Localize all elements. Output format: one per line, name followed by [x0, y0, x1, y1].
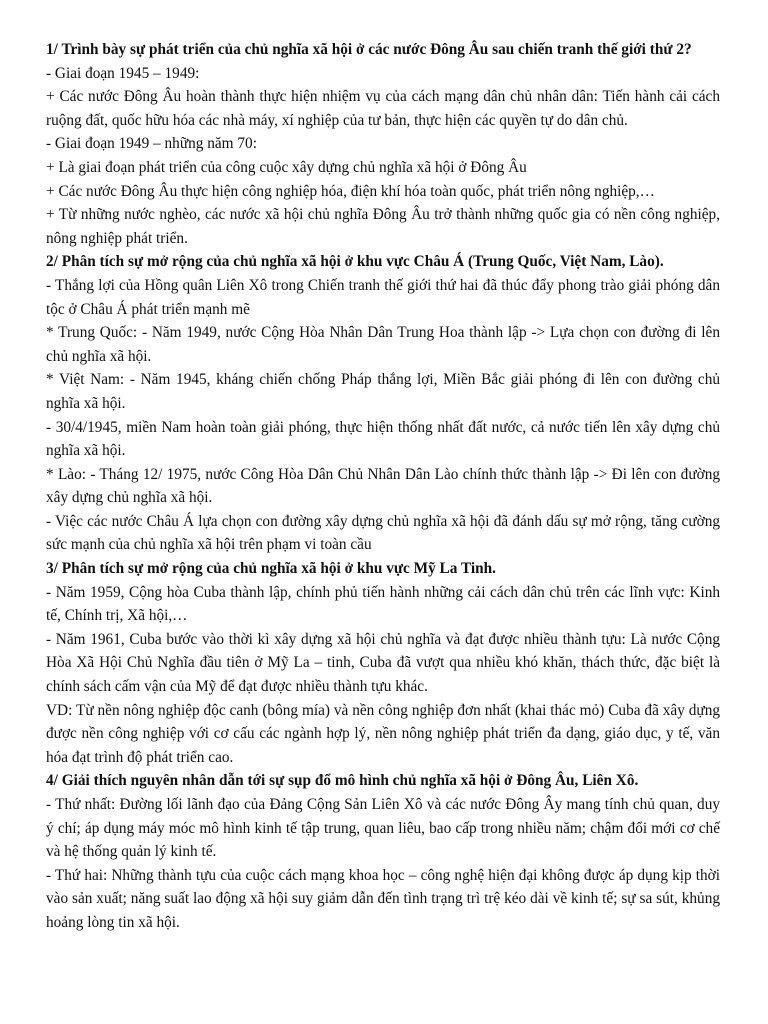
- paragraph: * Trung Quốc: - Năm 1949, nước Cộng Hòa Nhân Dân Trung Hoa thành lập -> Lựa chọn con đường đi lên chủ nghĩa xã hội.: [46, 324, 720, 365]
- document-page: [46, 38, 720, 935]
- paragraph: - Năm 1961, Cuba bước vào thời kì xây dựng xã hội chủ nghĩa và đạt được nhiều thành tựu: Là nước Cộng Hòa Xã Hội Chủ Nghĩa đầu tiên ở Mỹ La – tinh, Cuba đã vượt qua nhiều khó khăn, thách thức, đặc biệt là chính sách cấm vận của Mỹ để đạt được nhiều thành tựu khác.: [46, 630, 720, 696]
- paragraph: - Thắng lợi của Hồng quân Liên Xô trong Chiến tranh thế giới thứ hai đã thúc đẩy phong trào giải phóng dân tộc ở Châu Á phát triển mạnh mẽ: [46, 276, 720, 318]
- paragraph: + Các nước Đông Âu thực hiện công nghiệp hóa, điện khí hóa toàn quốc, phát triển nông nghiệp,…: [46, 182, 655, 200]
- heading-question-2: 2/ Phân tích sự mở rộng của chủ nghĩa xã hội ở khu vực Châu Á (Trung Quốc, Việt Nam, Lào).: [46, 253, 664, 271]
- heading-question-3: 3/ Phân tích sự mở rộng của chủ nghĩa xã hội ở khu vực Mỹ La Tinh.: [46, 560, 496, 578]
- paragraph: - 30/4/1945, miền Nam hoàn toàn giải phóng, thực hiện thống nhất đất nước, cả nước tiến lên xây dựng chủ nghĩa xã hội.: [46, 418, 720, 460]
- paragraph: * Lào: - Tháng 12/ 1975, nước Công Hòa Dân Chủ Nhân Dân Lào chính thức thành lập -> Đi lên con đường xây dựng chủ nghĩa xã hội.: [46, 465, 720, 507]
- heading-question-1: 1/ Trình bày sự phát triển của chủ nghĩa xã hội ở các nước Đông Âu sau chiến tranh thế giới thứ 2?: [46, 41, 692, 58]
- paragraph: VD: Từ nền nông nghiệp độc canh (bông mía) và nền công nghiệp đơn nhất (khai thác mỏ) Cuba đã xây dựng được nền công nghiệp với cơ cấu các ngành hợp lý, nền nông nghiệp phát triển đa dạng, giáo dục, y tế, văn hóa đạt trình độ phát triển cao.: [46, 701, 720, 766]
- paragraph: - Giai đoạn 1945 – 1949:: [46, 64, 200, 82]
- heading-question-4: 4/ Giải thích nguyên nhân dẫn tới sự sụp đổ mô hình chủ nghĩa xã hội ở Đông Âu, Liên Xô.: [46, 772, 639, 790]
- paragraph: + Từ những nước nghèo, các nước xã hội chủ nghĩa Đông Âu trở thành những quốc gia có nền công nghiệp, nông nghiệp phát triển.: [46, 206, 720, 247]
- paragraph: - Năm 1959, Cộng hòa Cuba thành lập, chính phủ tiến hành những cải cách dân chủ trên các lĩnh vực: Kinh tế, Chính trị, Xã hội,…: [46, 583, 720, 625]
- paragraph: - Thứ nhất: Đường lối lãnh đạo của Đảng Cộng Sản Liên Xô và các nước Đông Ây mang tính chủ quan, duy ý chí; áp dụng máy móc mô hình kinh tế tập trung, quan liêu, bao cấp trong nhiều năm; chậm đổi mới cơ chế và hệ thống quản lý kinh tế.: [46, 796, 720, 861]
- paragraph: - Thứ hai: Những thành tựu của cuộc cách mạng khoa học – công nghệ hiện đại không được áp dụng kịp thời vào sản xuất; năng suất lao động xã hội suy giảm dẫn đến tình trạng trì trệ kéo dài về kinh tế; sự sa sút, khủng hoảng lòng tin xã hội.: [46, 866, 720, 931]
- paragraph: * Việt Nam: - Năm 1945, kháng chiến chống Pháp thắng lợi, Miền Bắc giải phóng đi lên con đường chủ nghĩa xã hội.: [46, 371, 720, 412]
- paragraph: + Các nước Đông Âu hoàn thành thực hiện nhiệm vụ của cách mạng dân chủ nhân dân: Tiến hành cải cách ruộng đất, quốc hữu hóa các nhà máy, xí nghiệp của tư bản, thực hiện các quyền tự do dân chủ.: [46, 88, 720, 129]
- paragraph: - Việc các nước Châu Á lựa chọn con đường xây dựng chủ nghĩa xã hội đã đánh dấu sự mở rộng, tăng cường sức mạnh của chủ nghĩa xã hội trên phạm vi toàn cầu: [46, 512, 720, 554]
- paragraph: - Giai đoạn 1949 – những năm 70:: [46, 135, 257, 153]
- paragraph: + Là giai đoạn phát triển của công cuộc xây dựng chủ nghĩa xã hội ở Đông Âu: [46, 158, 527, 176]
